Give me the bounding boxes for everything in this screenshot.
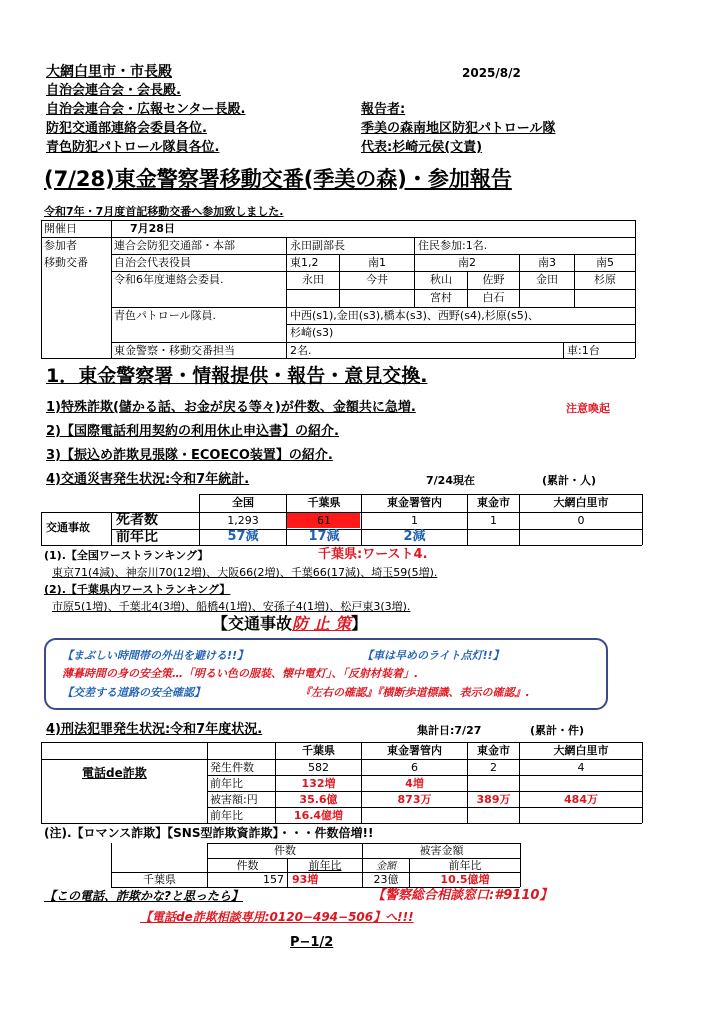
row1-resident: 住民参加:1名. [418, 239, 488, 252]
romance-h-amount: 被害金額 [419, 844, 464, 857]
row2-area-3: 南2 [458, 256, 476, 269]
row4-name-2: 白石 [482, 291, 505, 304]
chiba-worst-rank: 千葉県:ワースト4. [318, 547, 428, 562]
romance-note: (注).【ロマンス詐欺】【SNS型詐欺資詐欺】・・・件数倍増!! [44, 826, 374, 840]
romance-sub-yoy: 前年比 [308, 859, 342, 872]
page-title: (7/28)東金警察署移動交番(季美の森)・参加報告 [44, 167, 512, 191]
row3-name-6: 杉原 [594, 273, 616, 286]
count-chiba: 582 [308, 761, 329, 774]
national-ranking-list: 東京71(4減)、神奈川70(12増)、大阪66(2増)、千葉66(17減)、埼玉59(5増). [52, 566, 438, 579]
yoy-togane-district: 2減 [403, 529, 426, 544]
row3-name-1: 永田 [302, 273, 324, 286]
traffic-row-group: 交通事故 [46, 521, 90, 534]
row3-name-3: 秋山 [430, 273, 452, 286]
romance-row-chiba: 千葉県 [143, 873, 176, 886]
section1-item3: 3)【振込め詐欺見張隊・ECOECO装置】の紹介. [46, 448, 333, 463]
row5-role: 青色パトロール隊員. [114, 309, 217, 322]
row5-names-1: 中西(s1),金田(s3),橋本(s3)、西野(s4),杉原(s5)、 [290, 309, 540, 322]
addressee-pr-center: 自治会連合会・広報センター長殿. [46, 102, 246, 117]
yoy-national: 57減 [227, 529, 259, 544]
reporter-org: 季美の森南地区防犯パトロール隊 [361, 121, 556, 136]
prevention-line3-left: 【交差する道路の安全確認】 [62, 686, 205, 699]
phone-question: 【この電話、詐欺かな?と思ったら】 [44, 889, 243, 903]
addressee-federation-chair: 自治会連合会・会長殿. [46, 83, 181, 98]
row2-role: 自治会代表役員 [114, 256, 191, 269]
section1-heading: 1．東金警察署・情報提供・報告・意見交換. [46, 365, 428, 387]
row3-role: 令和6年度連絡会委員. [114, 273, 224, 286]
deaths-chiba: 61 [317, 514, 331, 527]
intro-text: 令和7年・7月度首記移動交番へ参加致しました. [44, 205, 284, 218]
traffic-unit: (累計・人) [542, 474, 597, 487]
event-date-value: 7月28日 [130, 222, 175, 235]
deaths-togane-district: 1 [411, 514, 418, 527]
section1-item2: 2)【国際電話利用契約の利用休止申込書】の紹介. [46, 424, 339, 439]
row2-area-1: 東1,2 [290, 256, 319, 269]
damage-yoy-chiba: 16.4億増 [293, 809, 344, 822]
damage-label: 被害額:円 [210, 793, 258, 806]
deaths-oamishirasato: 0 [577, 514, 585, 527]
traffic-col-national: 全国 [232, 496, 254, 509]
crime-col-togane-city: 東金市 [477, 744, 510, 757]
event-date-label: 開催日 [44, 222, 77, 235]
count-yoy-chiba: 132増 [301, 777, 336, 790]
addressee-patrol: 青色防犯パトロール隊員各位. [46, 140, 220, 155]
romance-h-count: 件数 [274, 844, 296, 857]
damage-chiba: 35.6億 [299, 793, 338, 806]
prevention-line3-right: 『左右の確認』『横断歩道標識、表示の確認』. [300, 686, 530, 699]
prevention-heading [212, 614, 367, 634]
crime-tally-date: 集計日:7/27 [417, 724, 482, 737]
addressee-committee: 防犯交通部連絡会委員各位. [46, 121, 207, 136]
traffic-asof: 7/24現在 [426, 474, 475, 487]
count-oamishirasato: 4 [577, 761, 585, 774]
crime-heading: 4)刑法犯罪発生状況:令和7年度状況. [46, 722, 263, 737]
romance-sub-amount-yoy: 前年比 [448, 859, 482, 872]
crime-col-togane-district: 東金署管内 [387, 744, 442, 757]
deaths-label: 死者数 [116, 512, 158, 528]
row3-name-5: 金田 [536, 273, 558, 286]
prefecture-ranking-list: 市原5(1増)、千葉北4(3増)、船橋4(1増)、安孫子4(1増)、松戸東3(3増). [52, 600, 411, 613]
deaths-national: 1,293 [227, 514, 259, 527]
prevention-heading-pre: 【交通事故 [212, 614, 293, 633]
prevention-line1-right: 【車は早めのライト点灯!!】 [362, 649, 504, 662]
romance-amount-yoy: 10.5億増 [440, 873, 490, 886]
section1-item1: 1)特殊詐欺(儲かる話、お金が戻る等々)が件数、金額共に急増. [46, 400, 416, 415]
prevention-heading-em: 防 止 策 [292, 614, 352, 633]
prevention-heading-post: 】 [351, 614, 368, 633]
row2-area-4: 南3 [538, 256, 556, 269]
prefecture-ranking-label: (2).【千葉県内ワーストランキング】 [44, 583, 231, 596]
national-ranking-label: (1).【全国ワーストランキング】 [44, 549, 209, 562]
page-number: P−1/2 [290, 935, 334, 950]
deaths-togane-city: 1 [490, 514, 497, 527]
row3-name-4: 佐野 [482, 273, 505, 286]
row5-names-2: 杉崎(s3) [290, 326, 334, 339]
count-yoy-togane-district: 4増 [405, 777, 424, 790]
deaths-yoy-label: 前年比 [116, 529, 158, 545]
yoy-chiba: 17減 [308, 529, 340, 544]
report-date: 2025/8/2 [462, 66, 521, 80]
row1-role: 連合会防犯交通部・本部 [114, 239, 235, 252]
section1-item4: 4)交通災害発生状況:令和7年統計. [46, 472, 250, 487]
row4-name-1: 宮村 [430, 291, 452, 304]
police-consultation-line: 【警察総合相談窓口:#9110】 [372, 888, 553, 903]
reporter-representative: 代表:杉崎元侯(文責) [361, 140, 483, 155]
romance-amount: 23億 [373, 873, 399, 886]
row6-count: 2名. [290, 344, 312, 357]
addressee-mayor: 大網白里市・市長殿 [46, 64, 172, 80]
damage-togane-district: 873万 [397, 793, 432, 806]
row2-area-5: 南5 [596, 256, 614, 269]
fraud-hotline: 【電話de詐欺相談専用:0120−494−506】へ!!! [140, 910, 414, 924]
row2-area-2: 南1 [368, 256, 386, 269]
count-yoy-label: 前年比 [210, 777, 243, 790]
traffic-col-oamishirasato: 大網白里市 [553, 496, 609, 509]
count-togane-city: 2 [490, 761, 497, 774]
prevention-line1-left: 【まぶしい時間帯の外出を避ける!!】 [62, 649, 249, 662]
romance-sub-count: 件数 [236, 859, 259, 872]
romance-count-yoy: 93増 [292, 873, 319, 886]
damage-togane-city: 389万 [476, 793, 511, 806]
traffic-col-chiba: 千葉県 [307, 496, 341, 509]
romance-count: 157 [263, 873, 284, 886]
reporter-label: 報告者: [361, 102, 406, 117]
damage-oamishirasato: 484万 [564, 793, 598, 806]
row1-name: 永田副部長 [290, 239, 345, 252]
crime-col-oamishirasato: 大網白里市 [553, 744, 609, 757]
traffic-col-togane-city: 東金市 [477, 496, 510, 509]
count-label: 発生件数 [210, 761, 254, 774]
row6-role: 東金警察・移動交番担当 [114, 344, 235, 357]
count-togane-district: 6 [411, 761, 418, 774]
romance-sub-amount: 金額 [376, 861, 396, 872]
prevention-line2: 薄暮時間の身の安全策…「明るい色の服装、懐中電灯」、「反射材装着」. [62, 667, 419, 680]
alert-label: 注意喚起 [566, 402, 610, 415]
crime-col-chiba: 千葉県 [302, 744, 335, 757]
mobile-koban-label: 移動交番 [44, 256, 88, 269]
row6-vehicle: 車:1台 [567, 344, 600, 357]
participants-label: 参加者 [44, 239, 77, 252]
row3-name-2: 今井 [366, 273, 388, 286]
crime-tally-unit: (累計・件) [530, 724, 585, 737]
traffic-col-togane-district: 東金署管内 [387, 496, 442, 509]
phone-fraud-category: 電話de詐欺 [82, 766, 147, 780]
damage-yoy-label: 前年比 [210, 809, 243, 822]
